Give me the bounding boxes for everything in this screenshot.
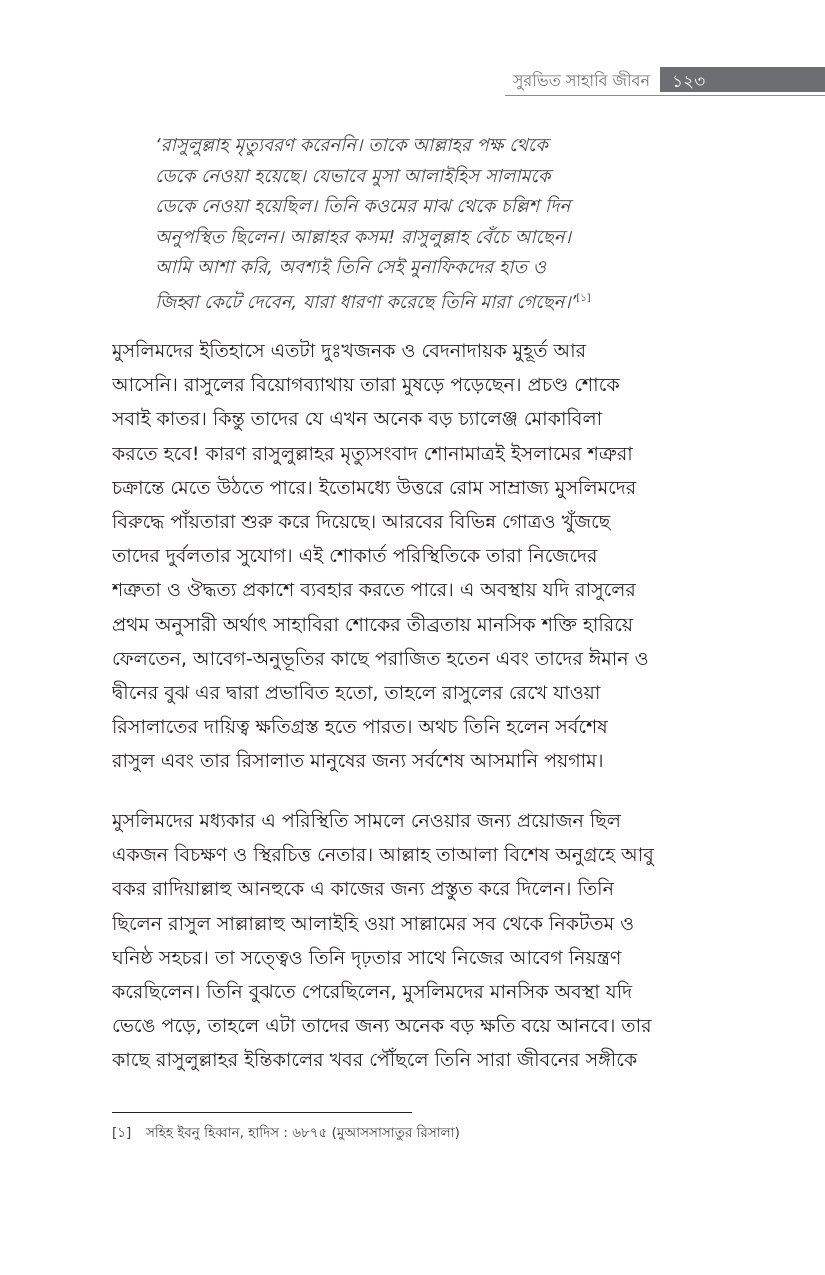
paragraph-line: ঘনিষ্ঠ সহচর। তা সত্ত্বেও তিনি দৃঢ়তার সাথে নিজের আবেগ নিয়ন্ত্রণ: [112, 946, 622, 969]
quote-line: ‘রাসুলুল্লাহ মৃত্যুবরণ করেননি। তাকে আল্লাহর পক্ষ থেকে: [155, 135, 548, 156]
paragraph-1: [112, 334, 690, 779]
quote-line: ডেকে নেওয়া হয়েছিল। তিনি কওমের মাঝ থেকে চল্লিশ দিন: [155, 196, 571, 217]
paragraph-line: বিরুদ্ধে পাঁয়তারা শুরু করে দিয়েছে। আরবের বিভিন্ন গোত্রও খুঁজছে: [112, 511, 611, 534]
footnote-marker: [১]: [576, 292, 591, 304]
paragraph-line: সবাই কাতর। কিন্তু তাদের যে এখন অনেক বড় চ্যালেঞ্জ মোকাবিলা: [112, 408, 603, 431]
paragraph-line: করেছিলেন। তিনি বুঝতে পেরেছিলেন, মুসলিমদের মানসিক অবস্থা যদি: [112, 981, 633, 1004]
paragraph-line: মুসলিমদের ইতিহাসে এতটা দুঃখজনক ও বেদনাদায়ক মুহূর্ত আর: [112, 340, 587, 362]
paragraph-line: ফেলতেন, আবেগ-অনুভূতির কাছে পরাজিত হতেন এবং তাদের ঈমান ও: [112, 647, 649, 670]
footnote: [112, 1122, 460, 1145]
paragraph-2: [112, 804, 690, 1078]
paragraph-line: কাছে রাসুলুল্লাহর ইন্তিকালের খবর পৌঁছলে তিনি সারা জীবনের সঙ্গীকে: [112, 1049, 638, 1072]
footnote-number: [১]: [112, 1125, 132, 1141]
paragraph-line: রাসুল এবং তার রিসালাত মানুষের জন্য সর্বশেষ আসমানি পয়গাম।: [112, 750, 604, 773]
quote-line-text: জিহ্বা কেটে দেবেন, যারা ধারণা করেছে তিনি মারা গেছেন।’: [155, 291, 577, 313]
paragraph-line: আসেনি। রাসুলের বিয়োগব্যাথায় তারা মুষড়ে পড়েছেন। প্রচণ্ড শোকে: [112, 374, 620, 397]
paragraph-line: মুসলিমদের মধ্যকার এ পরিস্থিতি সামলে নেওয়ার জন্য প্রয়োজন ছিল: [112, 810, 621, 832]
paragraph-line: দ্বীনের বুঝ এর দ্বারা প্রভাবিত হতো, তাহলে রাসুলের রেখে যাওয়া: [112, 682, 601, 705]
paragraph-line: ভেঙে পড়ে, তাহলে এটা তাদের জন্য অনেক বড় ক্ষতি বয়ে আনবে। তার: [112, 1015, 652, 1038]
quote-line: আমি আশা করি, অবশ্যই তিনি সেই মুনাফিকদের হাত ও: [155, 257, 546, 278]
paragraph-line: ছিলেন রাসুল সাল্লাল্লাহু আলাইহি ওয়া সাল্লামের সব থেকে নিকটতম ও: [112, 912, 635, 935]
header-rule: [505, 95, 825, 96]
page-number: ১২৩: [672, 72, 706, 92]
paragraph-line: শত্রুতা ও ঔদ্ধত্য প্রকাশে ব্যবহার করতে পারে। এ অবস্থায় যদি রাসুলের: [112, 579, 636, 602]
page-number-box: [660, 67, 825, 92]
paragraph-line: একজন বিচক্ষণ ও স্থিরচিত্ত নেতার। আল্লাহ তাআলা বিশেষ অনুগ্রহে আবু: [112, 844, 654, 867]
footnote-text: সহিহ ইবনু হিব্বান, হাদিস : ৬৮৭৫ (মুআসসাসাতুর রিসালা): [146, 1125, 460, 1141]
quote-line: ডেকে নেওয়া হয়েছে। যেভাবে মুসা আলাইহিস সালামকে: [155, 165, 551, 187]
paragraph-line: বকর রাদিয়াল্লাহু আনহুকে এ কাজের জন্য প্রস্তুত করে দিলেন। তিনি: [112, 878, 614, 901]
running-title: সুরভিত সাহাবি জীবন: [512, 71, 650, 90]
paragraph-line: চক্রান্তে মেতে উঠতে পারে। ইতোমধ্যে উত্তরে রোম সাম্রাজ্য মুসলিমদের: [112, 476, 637, 499]
footnote-rule: [112, 1112, 412, 1113]
paragraph-line: রিসালাতের দায়িত্ব ক্ষতিগ্রস্ত হতে পারত। অথচ তিনি হলেন সর্বশেষ: [112, 716, 608, 739]
paragraph-line: করতে হবে! কারণ রাসুলুল্লাহর মৃত্যুসংবাদ শোনামাত্রই ইসলামের শত্রুরা: [112, 442, 633, 465]
quote-line-last: [155, 284, 647, 319]
quote-line: অনুপস্থিত ছিলেন। আল্লাহর কসম! রাসুলুল্লাহ বেঁচে আছেন।: [155, 226, 571, 248]
paragraph-line: প্রথম অনুসারী অর্থাৎ সাহাবিরা শোকের তীব্রতায় মানসিক শক্তি হারিয়ে: [112, 613, 634, 636]
block-quote: [155, 131, 647, 318]
paragraph-line: তাদের দুর্বলতার সুযোগ। এই শোকার্ত পরিস্থিতিকে তারা নিজেদের: [112, 545, 598, 568]
